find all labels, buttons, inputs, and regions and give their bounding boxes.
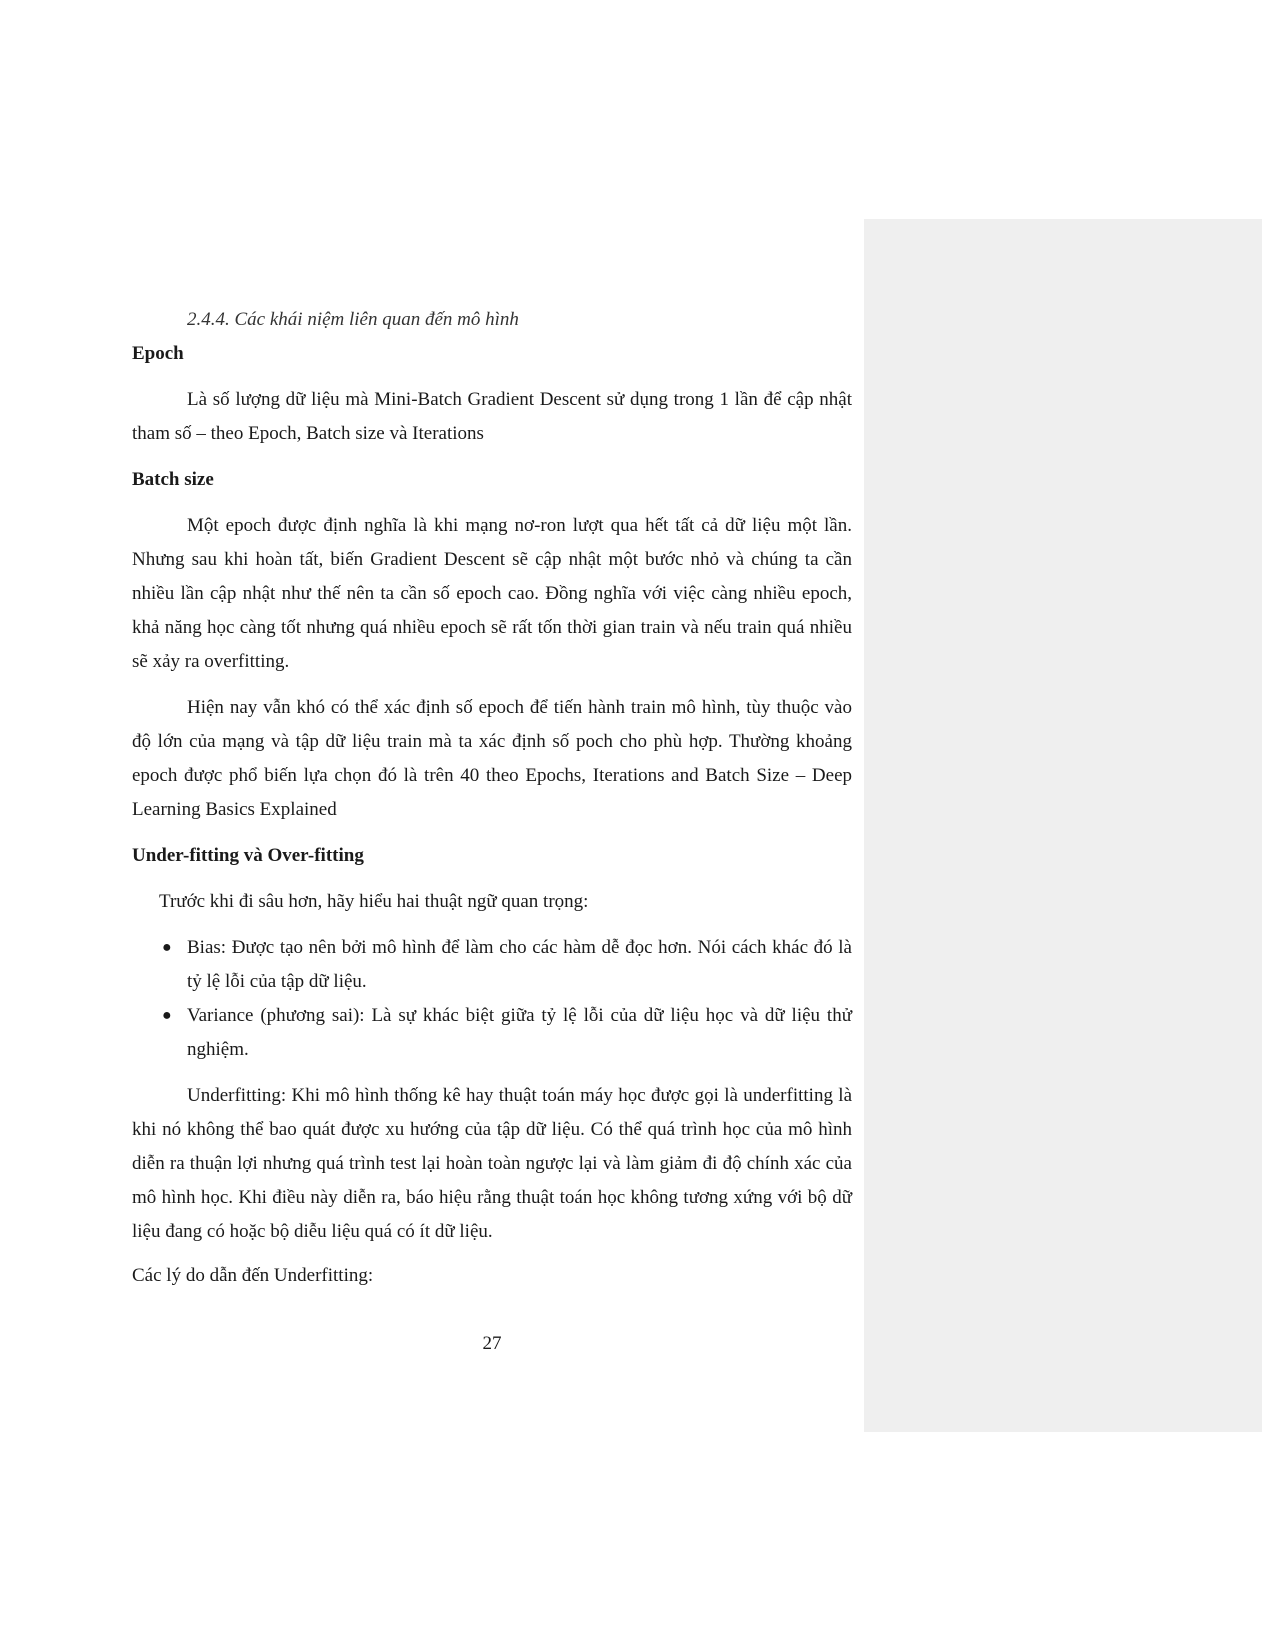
bullet-icon: ● [162,939,172,956]
page-content [132,303,852,1293]
variance-text: Variance (phương sai): Là sự khác biệt giữa tỷ lệ lỗi của dữ liệu học và dữ liệu thử nghiệm. [187,1005,852,1060]
list-item-bias [132,931,852,999]
batch-size-paragraph-1: Một epoch được định nghĩa là khi mạng nơ-ron lượt qua hết tất cả dữ liệu một lần. Nhưng sau khi hoàn tất, biến Gradient Descent sẽ cập nhật một bước nhỏ và chúng ta cần nhiều lần cập nhật như thế nên ta cần số epoch cao. Đồng nghĩa với việc càng nhiều epoch, khả năng học càng tốt nhưng quá nhiều epoch sẽ rất tốn thời gian train và nếu train quá nhiều sẽ xảy ra overfitting. [132,515,852,672]
heading-epoch: Epoch [132,343,184,364]
heading-under-over-fitting: Under-fitting và Over-fitting [132,845,364,866]
heading-batch-size: Batch size [132,469,214,490]
underfitting-paragraph: Underfitting: Khi mô hình thống kê hay thuật toán máy học được gọi là underfitting là khi nó không thể bao quát được xu hướng của tập dữ liệu. Có thể quá trình học của mô hình diễn ra thuận lợi nhưng quá trình test lại hoàn toàn ngược lại và làm giảm đi độ chính xác của mô hình học. Khi điều này diễn ra, báo hiệu rằng thuật toán học không tương xứng với bộ dữ liệu đang có hoặc bộ diễu liệu quá có ít dữ liệu. [132,1085,852,1242]
bullet-icon: ● [162,1007,172,1024]
subsection-title: 2.4.4. Các khái niệm liên quan đến mô hình [187,309,519,330]
bias-text: Bias: Được tạo nên bởi mô hình để làm cho các hàm dễ đọc hơn. Nói cách khác đó là tỷ lệ lỗi của tập dữ liệu. [187,937,852,992]
page-number: 27 [482,1333,502,1354]
comment-pane [864,219,1262,1432]
epoch-paragraph: Là số lượng dữ liệu mà Mini-Batch Gradient Descent sử dụng trong 1 lần để cập nhật tham số – theo Epoch, Batch size và Iterations [132,389,852,444]
fitting-intro: Trước khi đi sâu hơn, hãy hiểu hai thuật ngữ quan trọng: [159,891,589,912]
batch-size-paragraph-2: Hiện nay vẫn khó có thể xác định số epoch để tiến hành train mô hình, tùy thuộc vào độ lớn của mạng và tập dữ liệu train mà ta xác định số poch cho phù hợp. Thường khoảng epoch được phổ biến lựa chọn đó là trên 40 theo Epochs, Iterations and Batch Size – Deep Learning Basics Explained [132,697,852,820]
terms-list [132,931,852,1067]
underfitting-reasons-lead: Các lý do dẫn đến Underfitting: [132,1265,374,1286]
list-item-variance [132,999,852,1067]
